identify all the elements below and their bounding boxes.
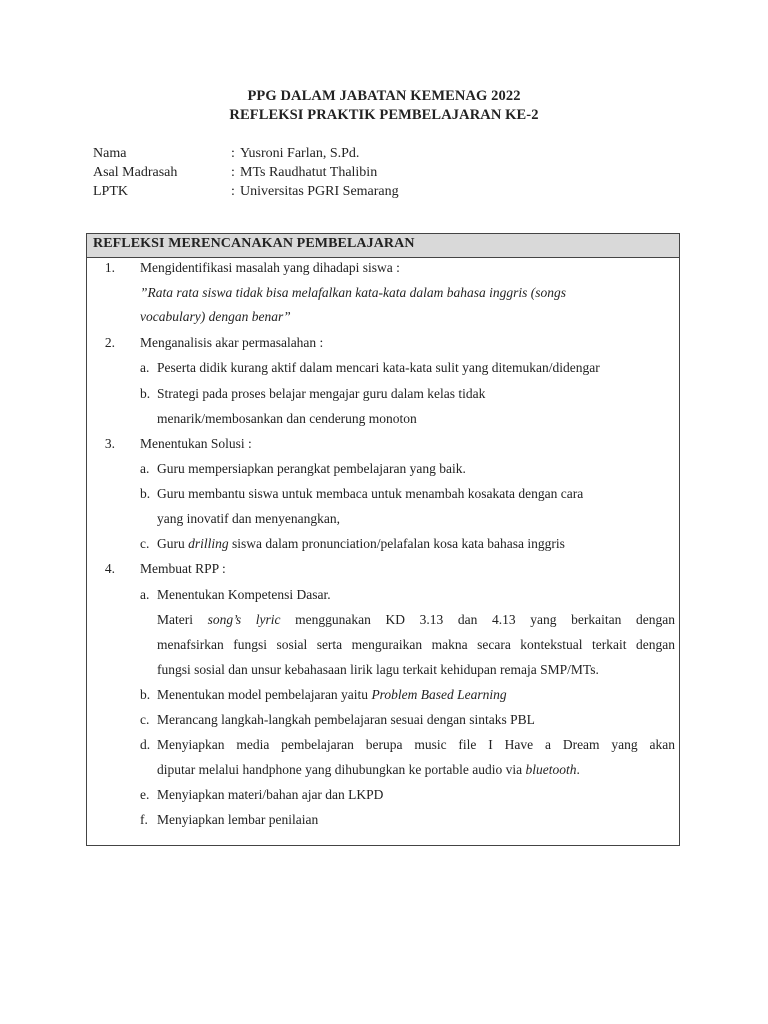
sub-item-text: Peserta didik kurang aktif dalam mencari kata-kata sulit yang ditemukan/didengar [157,360,600,375]
sub-item-letter: f. [140,812,148,827]
sub-item-letter: b. [140,687,151,702]
sub-item-letter: a. [140,461,150,476]
sub-item-letter: b. [140,386,151,401]
text-run-italic: drilling [188,536,229,551]
document-title: PPG DALAM JABATAN KEMENAG 2022 [247,88,521,104]
sub-item-letter: c. [140,536,150,551]
sub-item-text: Merancang langkah-langkah pembelajaran sesuai dengan sintaks PBL [157,712,535,727]
text-run: Guru [157,536,189,551]
sub-item-text: Menyiapkan media pembelajaran berupa music file I Have a Dream yang akan [157,737,675,752]
text-run: Menentukan model pembelajaran yaitu [157,687,372,702]
info-separator: : [231,184,235,199]
item-number: 1. [104,260,115,275]
sub-item-text [157,536,565,552]
sub-item-text [157,687,507,703]
item-text: Menganalisis akar permasalahan : [140,335,324,350]
item-number: 3. [104,436,115,451]
item-quote-line: vocabulary) dengan benar” [140,309,291,324]
sub-item-text: Menyiapkan materi/bahan ajar dan LKPD [157,787,384,802]
sub-item-letter: e. [140,787,150,802]
text-run: . [576,762,580,777]
sub-item-text: Menentukan Kompetensi Dasar. [157,587,331,602]
sub-item-text: fungsi sosial dan unsur kebahasaan lirik lagu terkait kehidupan remaja SMP/MTs. [157,662,599,677]
text-run-italic: Problem Based Learning [371,687,507,702]
text-run-italic: song’s lyric [207,612,281,627]
sub-item-text: yang inovatif dan menyenangkan, [157,511,340,526]
info-value: Yusroni Farlan, S.Pd. [240,146,360,161]
sub-item-letter: c. [140,712,150,727]
sub-item-text [157,612,675,628]
section-header [87,234,679,258]
item-text: Mengidentifikasi masalah yang dihadapi siswa : [140,260,400,275]
sub-item-text: menafsirkan fungsi sosial serta menguraikan makna secara kontekstual terkait dengan [157,637,675,652]
info-value: MTs Raudhatut Thalibin [240,165,378,180]
document-subtitle: REFLEKSI PRAKTIK PEMBELAJARAN KE-2 [229,107,539,123]
info-label: LPTK [93,184,128,199]
info-separator: : [231,146,235,161]
sub-item-text [157,762,580,778]
sub-item-letter: d. [140,737,151,752]
item-text: Menentukan Solusi : [140,436,252,451]
sub-item-text: menarik/membosankan dan cenderung monoton [157,411,417,426]
sub-item-text: Guru membantu siswa untuk membaca untuk menambah kosakata dengan cara [157,486,584,501]
text-run: siswa dalam pronunciation/pelafalan kosa kata bahasa inggris [228,536,565,551]
sub-item-letter: b. [140,486,151,501]
sub-item-letter: a. [140,360,150,375]
reflection-table [86,233,680,846]
info-separator: : [231,165,235,180]
text-run: Materi [157,612,208,627]
item-quote-line: ”Rata rata siswa tidak bisa melafalkan kata-kata dalam bahasa inggris (songs [140,285,567,300]
item-text: Membuat RPP : [140,561,226,576]
sub-item-letter: a. [140,587,150,602]
sub-item-text: Menyiapkan lembar penilaian [157,812,319,827]
item-number: 4. [104,561,115,576]
item-number: 2. [104,335,115,350]
section-heading: REFLEKSI MERENCANAKAN PEMBELAJARAN [93,236,415,251]
info-label: Nama [93,146,127,161]
info-value: Universitas PGRI Semarang [240,184,399,199]
info-label: Asal Madrasah [93,165,178,180]
sub-item-text: Strategi pada proses belajar mengajar guru dalam kelas tidak [157,386,486,401]
sub-item-text: Guru mempersiapkan perangkat pembelajaran yang baik. [157,461,466,476]
text-run: diputar melalui handphone yang dihubungkan ke portable audio via [157,762,526,777]
text-run-italic: bluetooth [525,762,577,777]
text-run: menggunakan KD 3.13 dan 4.13 yang berkaitan dengan [280,612,675,627]
